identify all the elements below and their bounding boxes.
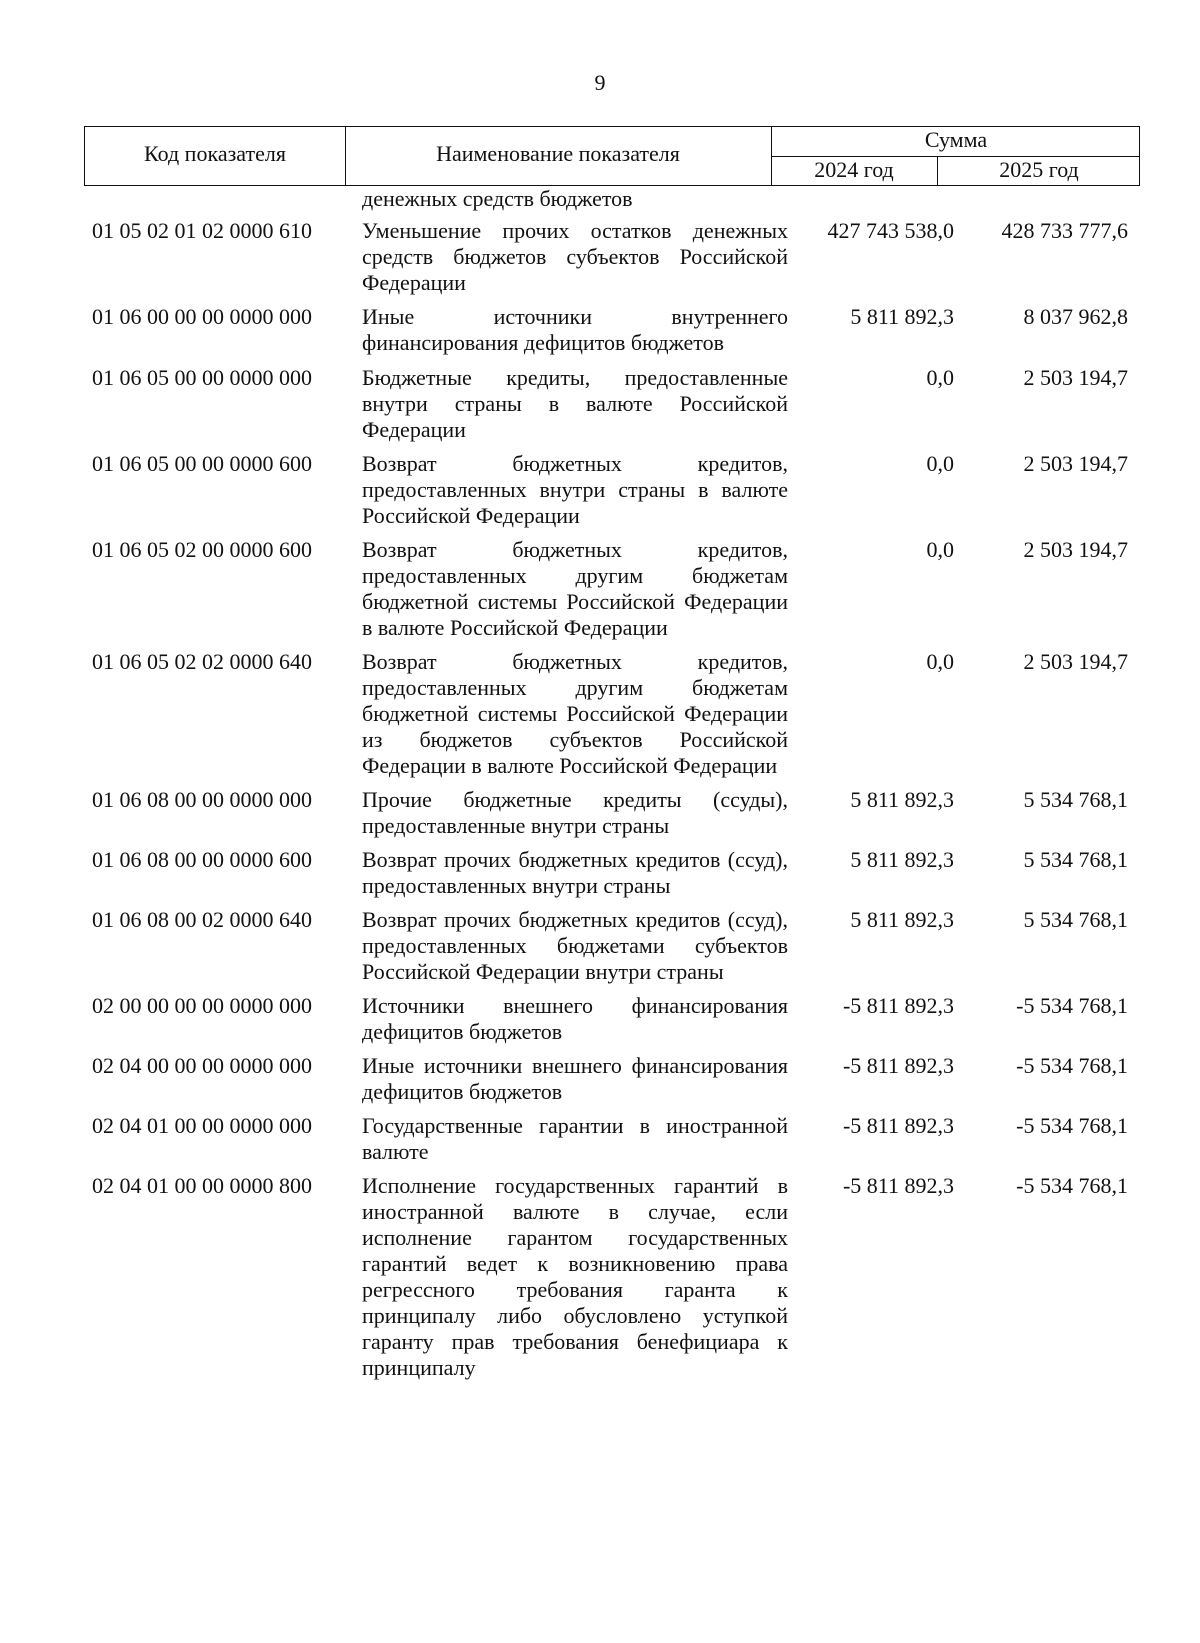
indicator-name: Исполнение государственных гарантий в иностранной валюте в случае, если исполнение гарантом государственных гарантий ведет к возникновению права регрессного требования гаранта к принципалу либо обусловлено уступкой гаранту прав требования бенефициара к принципалу — [362, 1173, 788, 1380]
value-2024: 0,0 — [926, 451, 954, 476]
indicator-name: Государственные гарантии в иностранной валюте — [362, 1113, 788, 1164]
table-row — [84, 186, 1140, 212]
table-header — [84, 126, 1140, 186]
indicator-code: 01 05 02 01 02 0000 610 — [92, 218, 312, 243]
table-row — [84, 537, 1140, 641]
value-2025: 5 534 768,1 — [1023, 907, 1128, 932]
value-2024: -5 811 892,3 — [842, 1173, 954, 1198]
indicator-name: Возврат прочих бюджетных кредитов (ссуд), предоставленных внутри страны — [362, 847, 788, 898]
indicator-code: 02 04 01 00 00 0000 000 — [92, 1113, 312, 1138]
table-row — [84, 451, 1140, 529]
value-2025: 2 503 194,7 — [1023, 365, 1128, 390]
indicator-code: 01 06 05 02 02 0000 640 — [92, 649, 312, 674]
value-2025: -5 534 768,1 — [1016, 1053, 1128, 1078]
value-2024: 5 811 892,3 — [850, 304, 954, 329]
indicator-name: Возврат бюджетных кредитов, предоставленных другим бюджетам бюджетной системы Российской Федерации из бюджетов субъектов Российской Федерации в валюте Российской Федерации — [362, 649, 788, 778]
indicator-code: 01 06 05 00 00 0000 600 — [92, 451, 312, 476]
value-2024: 0,0 — [926, 365, 954, 390]
table-row — [84, 1173, 1140, 1381]
header-year-2024: 2024 год — [814, 157, 894, 182]
page-number: 9 — [594, 70, 606, 95]
header-name: Наименование показателя — [436, 141, 680, 166]
indicator-name: Источники внешнего финансирования дефицитов бюджетов — [362, 993, 788, 1044]
value-2025: 5 534 768,1 — [1023, 847, 1128, 872]
indicator-code: 01 06 08 00 00 0000 000 — [92, 787, 312, 812]
indicator-code: 02 04 00 00 00 0000 000 — [92, 1053, 312, 1078]
value-2025: 5 534 768,1 — [1023, 787, 1128, 812]
value-2025 — [954, 186, 1128, 212]
value-2024: 5 811 892,3 — [850, 847, 954, 872]
value-2025: -5 534 768,1 — [1016, 1173, 1128, 1198]
value-2025: -5 534 768,1 — [1016, 993, 1128, 1018]
value-2024: -5 811 892,3 — [842, 1053, 954, 1078]
value-2025: 2 503 194,7 — [1023, 649, 1128, 674]
table-row — [84, 1053, 1140, 1105]
indicator-name: Уменьшение прочих остатков денежных средств бюджетов субъектов Российской Федерации — [362, 218, 788, 295]
value-2024: 0,0 — [926, 537, 954, 562]
table-row — [84, 847, 1140, 899]
value-2025: 2 503 194,7 — [1023, 451, 1128, 476]
table-row — [84, 365, 1140, 443]
table-row — [84, 1113, 1140, 1165]
value-2025: 8 037 962,8 — [1023, 304, 1128, 329]
indicator-code — [84, 186, 352, 212]
indicator-code: 01 06 05 00 00 0000 000 — [92, 365, 312, 390]
value-2024: -5 811 892,3 — [842, 993, 954, 1018]
value-2024: 0,0 — [926, 649, 954, 674]
value-2025: 428 733 777,6 — [1001, 218, 1128, 243]
indicator-name: Прочие бюджетные кредиты (ссуды), предоставленные внутри страны — [362, 787, 788, 838]
indicator-name: Иные источники внутреннего финансирования дефицитов бюджетов — [362, 304, 788, 355]
table-row — [84, 907, 1140, 985]
indicator-name: Возврат прочих бюджетных кредитов (ссуд), предоставленных бюджетами субъектов Российской Федерации внутри страны — [362, 907, 788, 984]
indicator-name: Иные источники внешнего финансирования дефицитов бюджетов — [362, 1053, 788, 1104]
value-2024: -5 811 892,3 — [842, 1113, 954, 1138]
value-2025: 2 503 194,7 — [1023, 537, 1128, 562]
value-2024: 427 743 538,0 — [827, 218, 954, 243]
indicator-name: денежных средств бюджетов — [362, 186, 633, 211]
header-code: Код показателя — [144, 141, 286, 166]
header-sum: Сумма — [924, 127, 988, 152]
value-2024 — [788, 186, 954, 212]
value-2024: 5 811 892,3 — [850, 907, 954, 932]
table-row — [84, 993, 1140, 1045]
value-2025: -5 534 768,1 — [1016, 1113, 1128, 1138]
indicator-code: 01 06 08 00 02 0000 640 — [92, 907, 312, 932]
indicator-code: 02 04 01 00 00 0000 800 — [92, 1173, 312, 1198]
table-row — [84, 787, 1140, 839]
table-body — [84, 186, 1140, 1381]
indicator-code: 01 06 08 00 00 0000 600 — [92, 847, 312, 872]
table-row — [84, 218, 1140, 296]
indicator-name: Возврат бюджетных кредитов, предоставленных внутри страны в валюте Российской Федерации — [362, 451, 788, 528]
header-year-2025: 2025 год — [999, 157, 1079, 182]
indicator-name: Возврат бюджетных кредитов, предоставленных другим бюджетам бюджетной системы Российской Федерации в валюте Российской Федерации — [362, 537, 788, 640]
indicator-code: 01 06 00 00 00 0000 000 — [92, 304, 312, 329]
indicator-code: 01 06 05 02 00 0000 600 — [92, 537, 312, 562]
table-row — [84, 649, 1140, 779]
indicator-name: Бюджетные кредиты, предоставленные внутри страны в валюте Российской Федерации — [362, 365, 788, 442]
value-2024: 5 811 892,3 — [850, 787, 954, 812]
indicator-code: 02 00 00 00 00 0000 000 — [92, 993, 312, 1018]
table-row — [84, 304, 1140, 356]
